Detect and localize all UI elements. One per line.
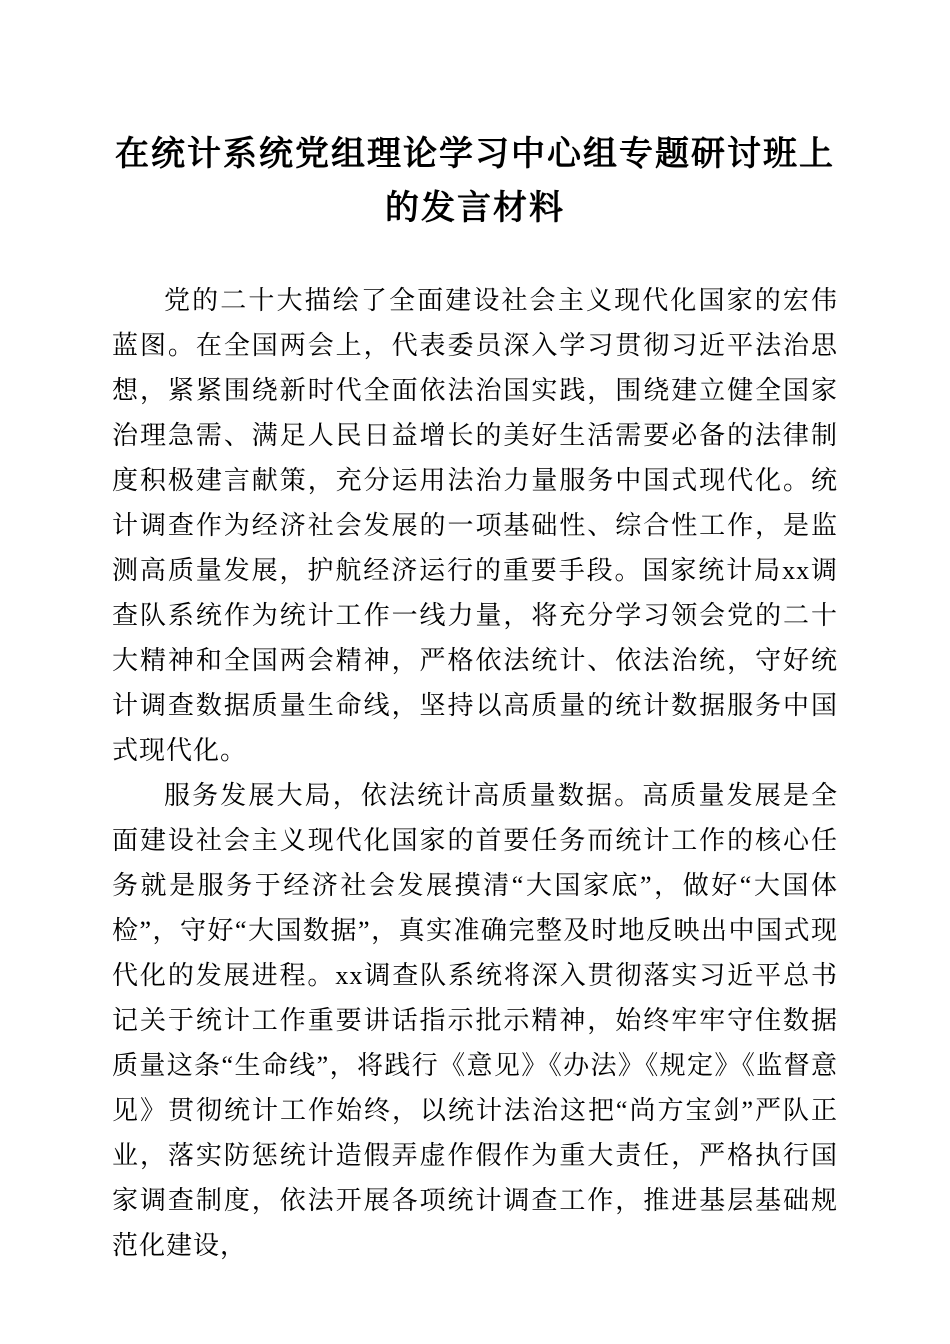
document-body	[112, 278, 838, 1268]
document-title: 在统计系统党组理论学习中心组专题研讨班上的发言材料	[115, 136, 835, 227]
paragraph-1: 党的二十大描绘了全面建设社会主义现代化国家的宏伟蓝图。在全国两会上，代表委员深入学习贯彻习近平法治思想，紧紧围绕新时代全面依法治国实践，围绕建立健全国家治理急需、满足人民日益增长的美好生活需要必备的法律制度积极建言献策，充分运用法治力量服务中国式现代化。统计调查作为经济社会发展的一项基础性、综合性工作，是监测高质量发展，护航经济运行的重要手段。国家统计局xx调查队系统作为统计工作一线力量，将充分学习领会党的二十大精神和全国两会精神，严格依法统计、依法治统，守好统计调查数据质量生命线，坚持以高质量的统计数据服务中国式现代化。	[112, 286, 838, 765]
paragraph-2: 服务发展大局，依法统计高质量数据。高质量发展是全面建设社会主义现代化国家的首要任务而统计工作的核心任务就是服务于经济社会发展摸清“大国家底”，做好“大国体检”，守好“大国数据”，真实准确完整及时地反映出中国式现代化的发展进程。xx调查队系统将深入贯彻落实习近平总书记关于统计工作重要讲话指示批示精神，始终牢牢守住数据质量这条“生命线”，将践行《意见》《办法》《规定》《监督意见》贯彻统计工作始终，以统计法治这把“尚方宝剑”严队正业，落实防惩统计造假弄虚作假作为重大责任，严格执行国家调查制度，依法开展各项统计调查工作，推进基层基础规范化建设，	[112, 781, 838, 1260]
